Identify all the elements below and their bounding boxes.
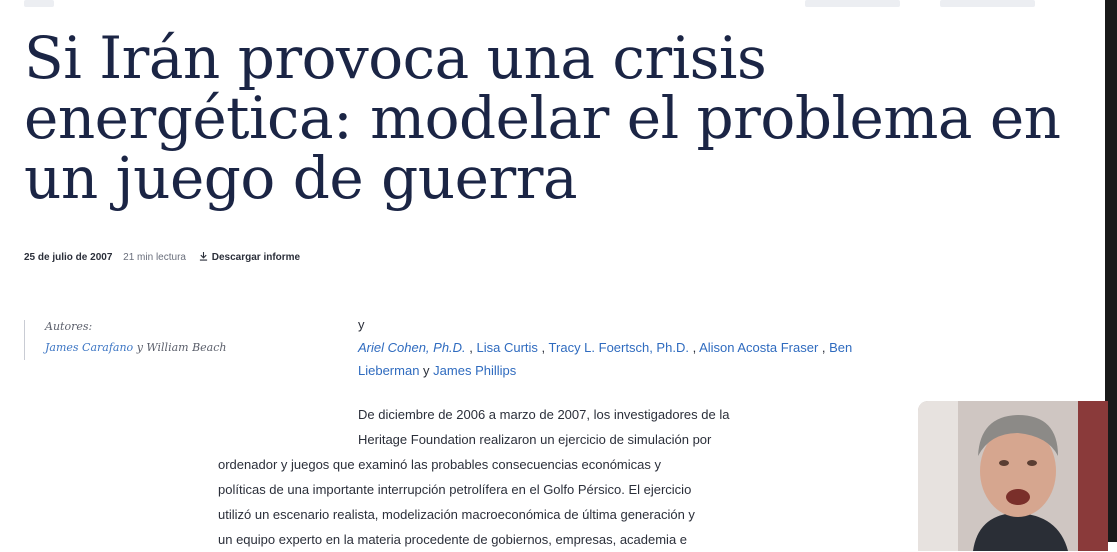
contributor-link[interactable]: Tracy L. Foertsch, Ph.D. [548, 340, 689, 355]
authors-names [45, 340, 226, 356]
contributor-sep: , [537, 340, 549, 355]
contributor-sep: , [818, 340, 830, 355]
presenter-webcam [918, 401, 1108, 551]
contributor-sep: , [688, 340, 700, 355]
logo-fragment [24, 0, 54, 7]
contributor-link[interactable]: Lisa Curtis [476, 340, 538, 355]
article-meta [24, 251, 300, 263]
body-line: ordenador y juegos que examinó las probables consecuencias económicas y [218, 457, 661, 472]
presenter-image [918, 401, 1108, 551]
author-link-secondary[interactable]: William Beach [146, 341, 227, 354]
body-line: utilizó un escenario realista, modelización macroeconómica de última generación y [218, 507, 695, 522]
contributor-link[interactable]: James Phillips [433, 363, 517, 378]
contributor-link[interactable]: Ariel Cohen, Ph.D. [358, 340, 466, 355]
contributors-list [358, 336, 878, 382]
download-icon [199, 251, 208, 261]
download-label: Descargar informe [211, 252, 301, 263]
article-title: Si Irán provoca una crisis energética: modelar el problema en un juego de guerra [24, 24, 1061, 212]
authors-label: Autores: [45, 320, 93, 333]
contributor-sep: y [419, 363, 434, 378]
contributors-intro: y [358, 317, 365, 332]
body-line: un equipo experto en la materia procedente de gobiernos, empresas, academia e [218, 532, 688, 547]
contributor-sep: , [465, 340, 477, 355]
nav-fragment [805, 0, 900, 7]
publish-date: 25 de julio de 2007 [24, 252, 113, 263]
contributor-link[interactable]: Alison Acosta Fraser [699, 340, 819, 355]
top-bar [0, 0, 1117, 14]
body-line: De diciembre de 2006 a marzo de 2007, los investigadores de la [358, 407, 730, 422]
body-line: políticas de una importante interrupción petrolífera en el Golfo Pérsico. El ejercicio [218, 482, 692, 497]
body-line: Heritage Foundation realizaron un ejercicio de simulación por [358, 432, 712, 447]
contributor-link[interactable]: Ben Lieberman [358, 340, 853, 378]
author-link-primary[interactable]: James Carafano [45, 341, 134, 354]
article-body [218, 402, 729, 552]
contributors-block [358, 313, 878, 382]
read-time: 21 min lectura [123, 252, 186, 263]
download-report-link[interactable] [199, 252, 300, 263]
authors-connector: y [136, 341, 143, 354]
authors-box [24, 320, 226, 360]
nav-fragment-2 [940, 0, 1035, 7]
